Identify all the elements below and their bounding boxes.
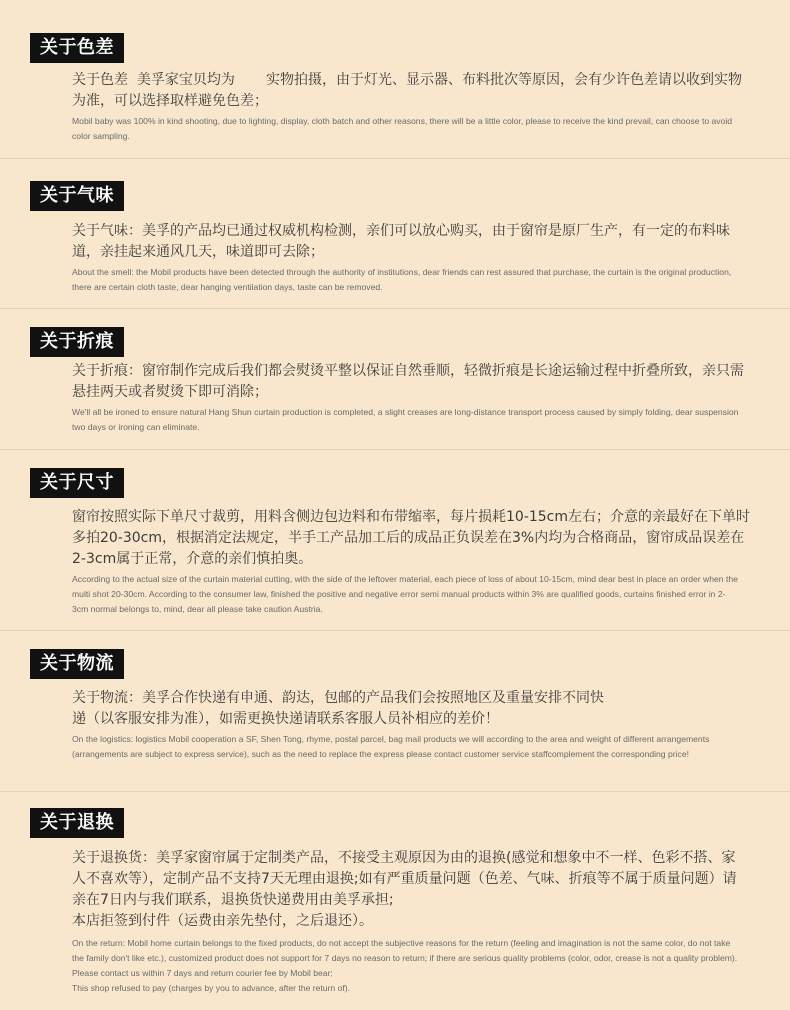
section-logistics xyxy=(0,631,790,791)
section-text-en: According to the actual size of the curtain material cutting, with the side of the leftover material, each piece of loss of about 10-15cm, mind dear best in place an order when the multi shot 20-30cm. According to the consumer law, finished the positive and negative error semi manual products within 3% are qualified goods, curtains finished error in 2-3cm normal belongs to, mind, dear all please take caution Austria. xyxy=(72,574,738,614)
section-title: 关于折痕 xyxy=(30,327,124,357)
section-text-en: On the logistics: logistics Mobil cooperation a SF, Shen Tong, rhyme, postal parcel, bag mail products we will according to the area and weight of different arrangements (arrangements are subject to express service), such as the need to replace the express please contact customer service staffcomplement the corresponding price! xyxy=(72,734,710,759)
section-title: 关于物流 xyxy=(30,649,124,679)
section-text-en: On the return: Mobil home curtain belongs to the fixed products, do not accept the subjective reasons for the return (feeling and imagination is not the same color, do not take the family don't like etc.), customized product does not support for 7 days no reason to return; if there are serious quality problems (color, odor, crease is not a quality problem). Please contact us within 7 days and return courier fee by Mobil bear; This shop refused to pay (charges by you to advance, after the return of). xyxy=(72,938,738,993)
section-text-cn: 关于退换货：美孚家窗帘属于定制类产品，不接受主观原因为由的退换(感觉和想象中不一样、色彩不搭、家人不喜欢等），定制产品不支持7天无理由退换;如有严重质量问题（色差、气味、折痕等不属于质量问题）请亲在7日内与我们联系，退换货快递费用由美孚承担; 本店拒签到付件（运费由亲先垫付，之后退还）。 xyxy=(72,850,737,929)
section-creases xyxy=(0,309,790,449)
section-text-cn: 关于物流：美孚合作快递有申通、韵达，包邮的产品我们会按照地区及重量安排不同快递（以客服安排为准），如需更换快递请联系客服人员补相应的差价！ xyxy=(72,690,604,727)
section-text-cn: 关于折痕：窗帘制作完成后我们都会熨烫平整以保证自然垂顺，轻微折痕是长途运输过程中折叠所致，亲只需悬挂两天或者熨烫下即可消除； xyxy=(72,363,744,400)
section-title: 关于退换 xyxy=(30,808,124,838)
section-title: 关于气味 xyxy=(30,181,124,211)
section-color-difference xyxy=(0,0,790,158)
section-smell xyxy=(0,159,790,308)
section-text-en: About the smell: the Mobil products have been detected through the authority of institutions, dear friends can rest assured that purchase, the curtain is the original production, there are certain cloth taste, dear hanging ventilation days, taste can be removed. xyxy=(72,267,732,292)
section-text-en: We'll all be ironed to ensure natural Hang Shun curtain production is completed, a slight creases are long-distance transport process caused by simply folding, dear suspension two days or ironing can eliminate. xyxy=(72,407,739,432)
section-returns xyxy=(0,792,790,1010)
section-title: 关于色差 xyxy=(30,33,124,63)
section-title: 关于尺寸 xyxy=(30,468,124,498)
section-text-cn: 关于气味：美孚的产品均已通过权威机构检测，亲们可以放心购买，由于窗帘是原厂生产，有一定的布料味道，亲挂起来通风几天，味道即可去除； xyxy=(72,223,730,260)
section-text-cn: 窗帘按照实际下单尺寸裁剪，用料含侧边包边料和布带缩率，每片损耗10-15cm左右；介意的亲最好在下单时多拍20-30cm，根据消定法规定，半手工产品加工后的成品正负误差在3%内均为合格商品，窗帘成品误差在2-3cm属于正常，介意的亲们慎拍奥。 xyxy=(72,509,751,567)
section-size xyxy=(0,450,790,630)
section-text-en: Mobil baby was 100% in kind shooting, due to lighting, display, cloth batch and other reasons, there will be a little color, please to receive the kind prevail, can choose to avoid color sampling. xyxy=(72,116,733,141)
section-text-cn: 关于色差 美孚家宝贝均为 实物拍摄，由于灯光、显示器、布料批次等原因，会有少许色差请以收到实物为准，可以选择取样避免色差； xyxy=(72,72,743,109)
